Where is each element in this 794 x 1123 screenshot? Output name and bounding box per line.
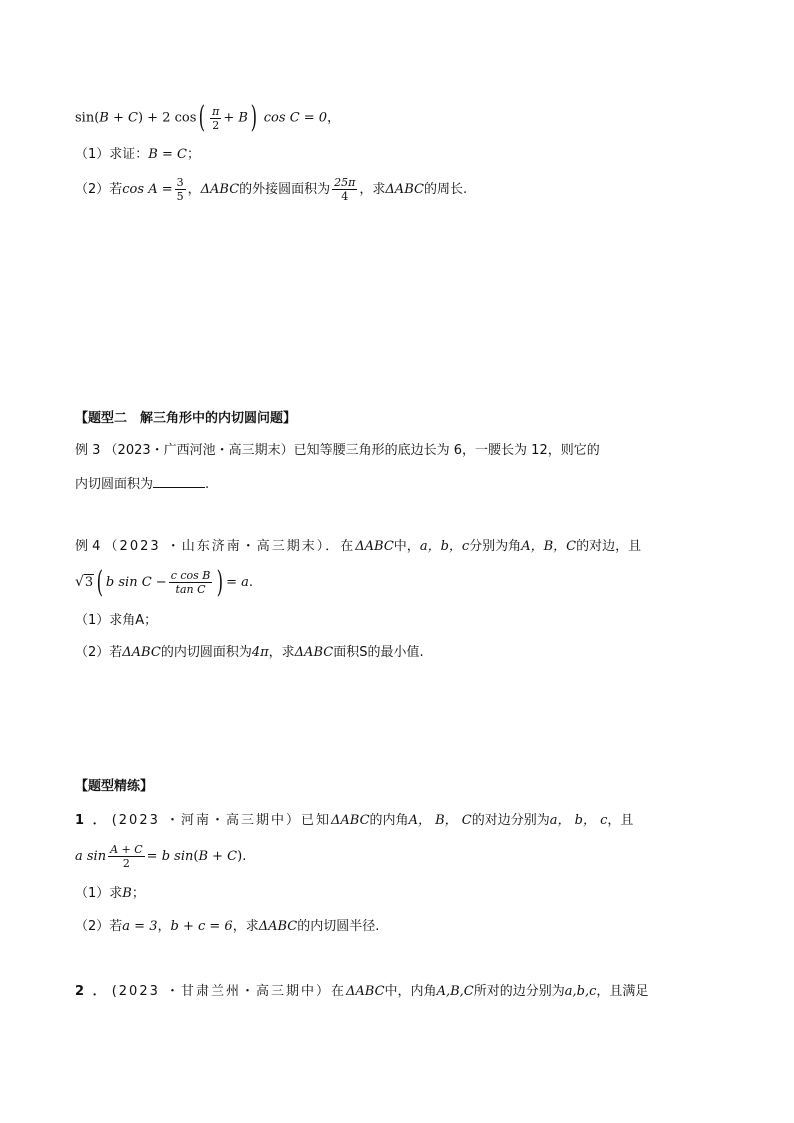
ex3-text: （2023・广西河池・高三期末）已知等腰三角形的底边长为 6，一腰长为 12，则它的: [104, 443, 600, 458]
ex4-q2-end: 面积S的最小值.: [333, 645, 424, 660]
p1-q1-end: ；: [131, 886, 145, 901]
q1-math: B = C: [148, 147, 187, 162]
p1-q1-math: B: [122, 886, 132, 901]
p1-end: ，且: [607, 813, 634, 828]
q1-label: （1）求证：: [75, 147, 149, 162]
question-1: [75, 145, 200, 165]
ex4-label: 例 4: [75, 539, 101, 554]
q2-fraction-2: $\frac{25\pi}{4}$: [334, 176, 356, 203]
ex4-text: 中，: [393, 539, 420, 554]
p1-q2-math2: b + c = 6: [170, 919, 233, 934]
ex4-triangle: ΔABC: [355, 539, 394, 554]
comma: ，: [327, 110, 341, 126]
example-4: [75, 537, 641, 557]
p1-vars: a， b， c: [549, 813, 608, 828]
p1-arg: B + C: [198, 849, 238, 864]
p1-q2-triangle: ΔABC: [258, 919, 298, 934]
q2-label: （2）若: [75, 182, 123, 197]
q2-triangle: ΔABC: [200, 182, 240, 197]
p2-number: 2 ．: [75, 984, 108, 999]
ex4-q2-triangle-2: ΔABC: [294, 645, 334, 660]
ex4-q2-text-2: ，求: [268, 645, 295, 660]
p1-period: .: [242, 849, 247, 864]
ex3-end: .: [205, 477, 210, 492]
ex4-q2-triangle: ΔABC: [122, 645, 161, 660]
p2-text: 中，内角: [384, 984, 437, 999]
eq-end: cos C = 0: [263, 110, 328, 126]
example-4-q1: （1）求角A；: [75, 613, 158, 628]
problem-1-q1: [75, 884, 145, 904]
eq-plus-b: + B: [223, 110, 248, 126]
example-3-line2: [75, 473, 209, 495]
ex4-fraction: $\frac{\text{c cos B}}{\text{tan C}}$: [170, 569, 211, 596]
q2-text-2: ，求: [359, 182, 386, 197]
q2-cos: cos A =: [122, 182, 173, 197]
sqrt-3: √3: [75, 574, 94, 590]
ex4-source: （2023 ・山东济南・高三期末）．在: [104, 539, 356, 554]
example-4-equation: √3 ( b sin C − $\frac{\text{c cos B}}{\text{tan C}}$ ) = a.: [75, 564, 253, 600]
p2-vars: a,b,c: [564, 984, 597, 999]
ex3-line2: 内切圆面积为: [75, 477, 154, 492]
q2-triangle-2: ΔABC: [385, 182, 424, 197]
p2-source: (2023 ・甘肃兰州・高三期中）在: [111, 984, 347, 999]
p2-end: ，且满足: [596, 984, 649, 999]
p1-source: (2023 ・河南・高三期中）已知: [111, 813, 332, 828]
p1-q2-math1: a = 3: [122, 919, 158, 934]
q2-end: 的周长.: [423, 182, 468, 197]
p2-angles: A,B,C: [436, 984, 474, 999]
p1-q2-sep: ，: [157, 919, 171, 934]
eq-cos: + 2 cos: [147, 110, 197, 126]
ex4-end: 的对边，且: [576, 539, 642, 554]
problem-1-q2: [75, 917, 379, 937]
q2-text: 的外接圆面积为: [239, 182, 331, 197]
ex4-period: .: [248, 575, 253, 590]
ex4-b: b sin C −: [105, 575, 167, 590]
ex3-label: 例 3: [75, 443, 101, 458]
ex4-eq: = a: [226, 575, 249, 590]
eq-arg: B + C: [99, 110, 138, 126]
problem-1-equation: a sin $\frac{A + C}{2}$ = b sin(B + C).: [75, 843, 247, 870]
p1-eq: = b sin: [146, 849, 194, 864]
problem-1: [75, 811, 633, 831]
p1-q2-text: ，求: [232, 919, 259, 934]
problem-2: [75, 982, 648, 1002]
section-heading: 【题型二 解三角形中的内切圆问题】: [75, 411, 297, 426]
ex4-q2-label: （2）若: [75, 645, 123, 660]
eq-sin: sin: [75, 110, 95, 126]
p1-fraction: $\frac{A + C}{2}$: [110, 843, 143, 870]
ex4-text-2: 分别为角: [469, 539, 522, 554]
q2-sep: ，: [187, 182, 201, 197]
p1-number: 1 ．: [75, 813, 108, 828]
p1-q2-label: （2）若: [75, 919, 123, 934]
q2-fraction: $\frac{3}{5}$: [176, 176, 184, 203]
pi-over-2-fraction: $\frac{\pi}{2}$: [212, 104, 220, 132]
p1-q1-label: （1）求: [75, 886, 123, 901]
p1-text-2: 的对边分别为: [471, 813, 550, 828]
p1-angles: A， B， C: [408, 813, 472, 828]
example-4-q2: [75, 643, 424, 663]
p1-triangle: ΔABC: [331, 813, 370, 828]
p1-a-sin: a sin: [75, 849, 107, 864]
example-3: [75, 441, 600, 461]
q1-end: ；: [186, 147, 200, 162]
ex4-q2-value: 4π: [251, 645, 269, 660]
answer-blank[interactable]: [153, 473, 205, 488]
p1-text: 的内角: [369, 813, 409, 828]
p1-q2-end: 的内切圆半径.: [297, 919, 380, 934]
ex4-q2-text: 的内切圆面积为: [160, 645, 252, 660]
practice-heading: 【题型精练】: [75, 779, 154, 794]
ex4-angles: A，B，C: [521, 539, 577, 554]
p2-text-2: 所对的边分别为: [473, 984, 565, 999]
question-2: [75, 173, 467, 207]
ex4-vars: a，b，c: [419, 539, 470, 554]
p2-triangle: ΔABC: [346, 984, 385, 999]
equation-line: sin(B + C) + 2 cos( $\frac{\pi}{2}$ + B) cos C = 0，: [75, 100, 341, 135]
